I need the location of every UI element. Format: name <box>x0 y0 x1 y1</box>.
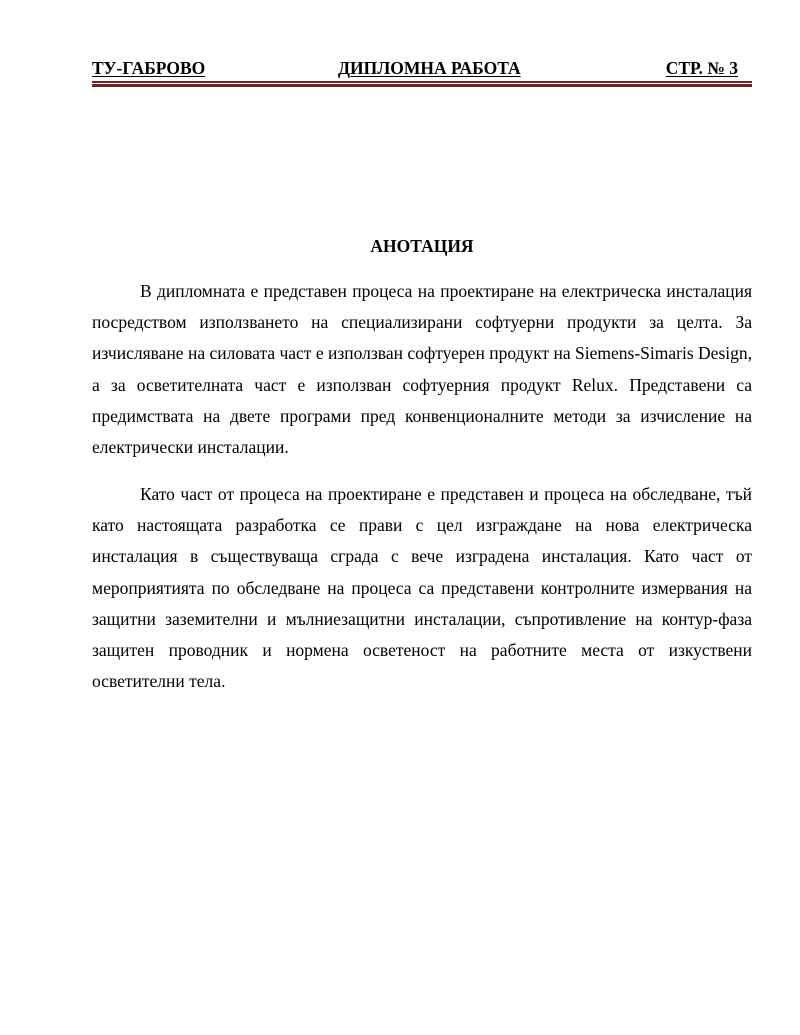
header-page-number: СТР. № 3 <box>665 58 738 78</box>
header-document-type: ДИПЛОМНА РАБОТА <box>338 58 521 78</box>
header-rule-thin <box>92 81 752 83</box>
header-rule-thick <box>92 84 752 87</box>
paragraph-1: В дипломната е представен процеса на проектиране на електрическа инсталация посредством използването на специализирани софтуерни продукти за целта. За изчисляване на силовата част е използван софтуерен продукт на Siemens-Simaris Design, а за осветителната част е използван софтуерния продукт Relux. Представени са предимствата на двете програми пред конвенционалните методи за изчисление на електрически инсталации. <box>92 281 752 458</box>
header-institution: ТУ-ГАБРОВО <box>92 58 206 78</box>
section-title: АНОТАЦИЯ <box>370 236 474 256</box>
page-header <box>92 56 738 80</box>
paragraph-2: Като част от процеса на проектиране е представен и процеса на обследване, тъй като настоящата разработка се прави с цел изграждане на нова електрическа инсталация в съществуваща сграда с вече изградена инсталация. Като част от мероприятията по обследване на процеса са представени контролните измервания на защитни заземителни и мълниезащитни инсталации, съпротивление на контур-фаза защитен проводник и нормена осветеност на работните места от изкуствени осветителни тела. <box>92 484 752 692</box>
